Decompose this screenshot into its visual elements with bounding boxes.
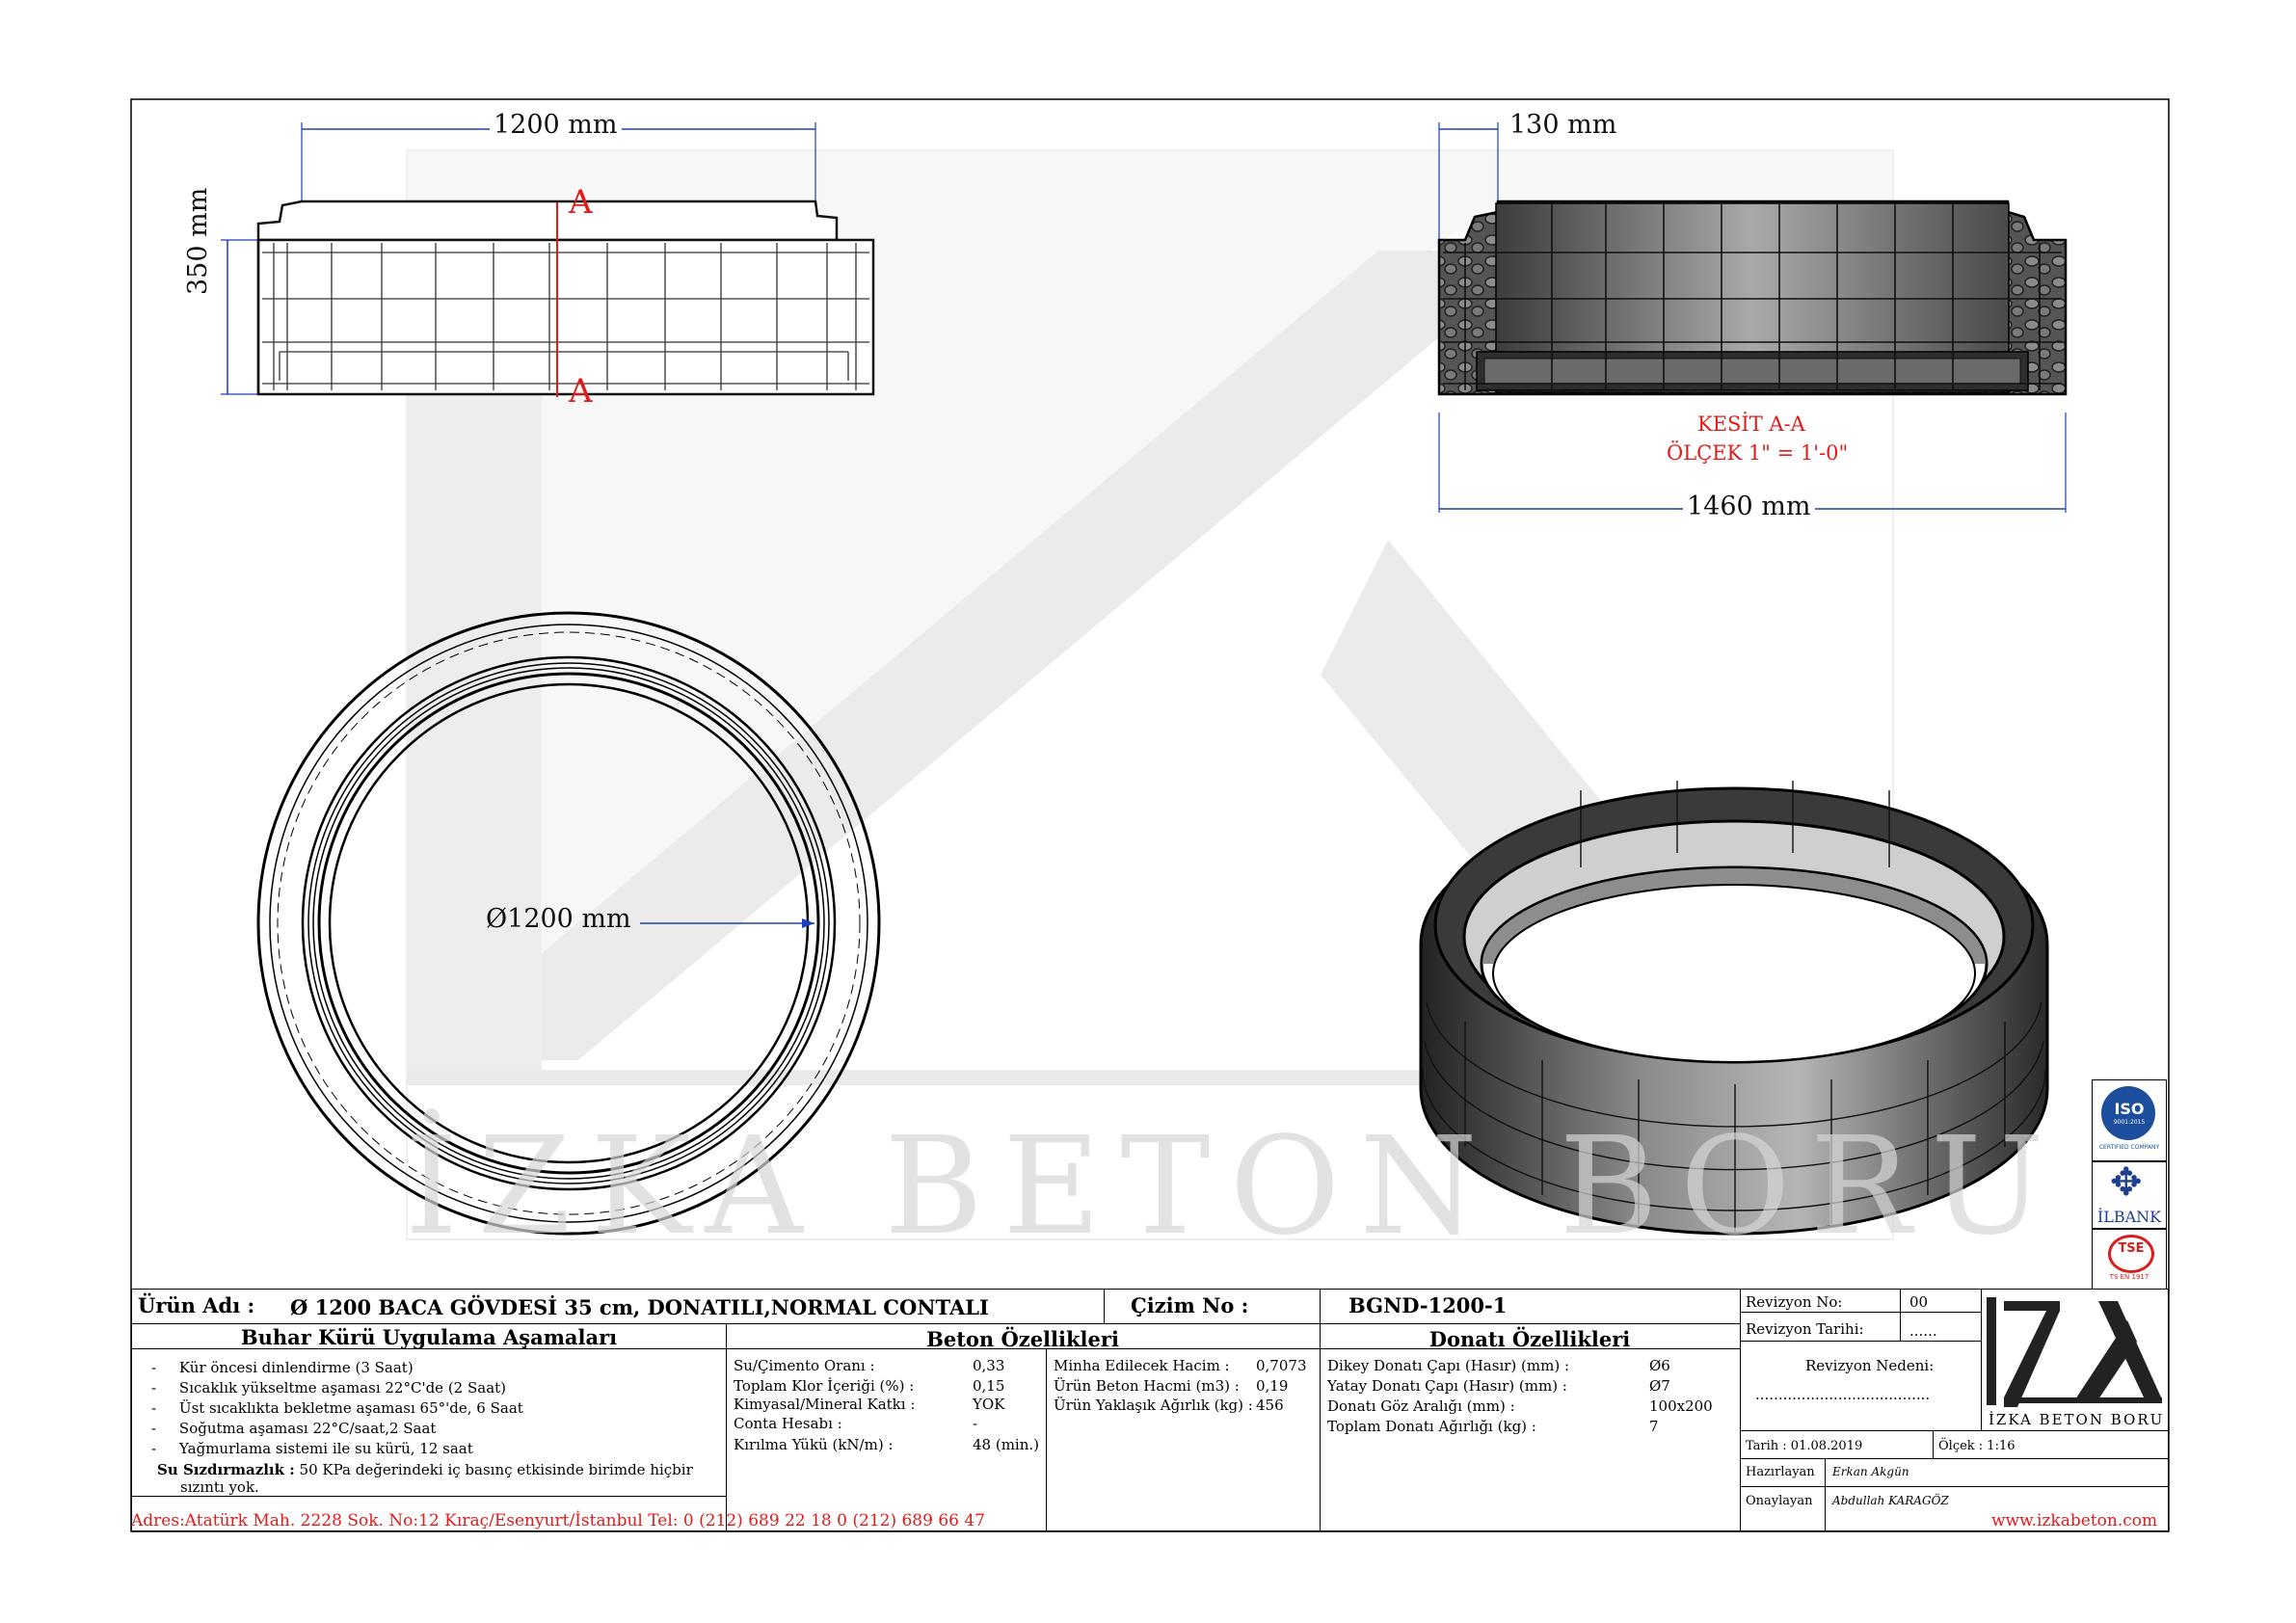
- rev-no: 00: [1909, 1293, 1929, 1311]
- rev-no-label: Revizyon No:: [1746, 1293, 1843, 1311]
- steam-step: Üst sıcaklıkta bekletme aşaması 65°'de, 6 Saat: [178, 1399, 523, 1417]
- divider: [132, 1496, 726, 1497]
- steam-step: Soğutma aşaması 22°C/saat,2 Saat: [178, 1420, 437, 1437]
- concrete-prop-value: 0,15: [973, 1377, 1005, 1395]
- steam-step: Kür öncesi dinlendirme (3 Saat): [178, 1359, 414, 1376]
- section-mark-bottom: A: [569, 372, 593, 411]
- concrete-prop-label: Toplam Klor İçeriği (%) :: [734, 1377, 915, 1395]
- concrete-prop-value: -: [973, 1415, 978, 1432]
- iso-main-text: ISO: [2114, 1100, 2145, 1118]
- divider: [1104, 1290, 1105, 1324]
- volume-prop-value: 456: [1256, 1397, 1284, 1414]
- volume-prop-label: Ürün Beton Hacmi (m3) :: [1054, 1377, 1240, 1395]
- leak-label: Su Sızdırmazlık :: [157, 1461, 295, 1478]
- concrete-prop-value: YOK: [973, 1396, 1005, 1413]
- divider: [1320, 1290, 1321, 1324]
- list-item: - Soğutma aşaması 22°C/saat,2 Saat: [151, 1420, 437, 1437]
- approved-signature: Abdullah KARAGÖZ: [1832, 1494, 1949, 1507]
- concrete-prop-value: 0,33: [973, 1357, 1005, 1374]
- iso-sub-text: 9001:2015: [2113, 1119, 2146, 1126]
- list-item: - Kür öncesi dinlendirme (3 Saat): [151, 1359, 414, 1376]
- drawing-no: BGND-1200-1: [1348, 1293, 1508, 1317]
- divider: [1981, 1290, 1982, 1430]
- list-item: - Sıcaklık yükseltme aşaması 22°C'de (2 Saat): [151, 1379, 507, 1397]
- company-logo: [1983, 1291, 2168, 1428]
- steam-step: Yağmurlama sistemi ile su kürü, 12 saat: [178, 1440, 473, 1457]
- iso-badge: [2092, 1079, 2167, 1162]
- rev-reason-label: Revizyon Nedeni:: [1805, 1357, 1935, 1374]
- volume-prop-value: 0,7073: [1256, 1357, 1307, 1374]
- leak-line: [157, 1461, 693, 1478]
- concrete-title: Beton Özellikleri: [926, 1327, 1119, 1351]
- divider: [1825, 1459, 1826, 1530]
- section-scale: ÖLÇEK 1" = 1'-0": [1667, 441, 1849, 465]
- rev-date-label: Revizyon Tarihi:: [1746, 1320, 1864, 1338]
- product-label: Ürün Adı :: [138, 1293, 255, 1317]
- concrete-prop-label: Su/Çimento Oranı :: [734, 1357, 875, 1374]
- rev-reason: ......................................: [1755, 1386, 1931, 1403]
- rebar-prop-value: Ø6: [1649, 1357, 1670, 1374]
- ilbank-text: İLBANK: [2096, 1208, 2162, 1226]
- concrete-prop-label: Conta Hesabı :: [734, 1415, 842, 1432]
- list-item: - Yağmurlama sistemi ile su kürü, 12 saat: [151, 1440, 473, 1457]
- prepared-label: Hazırlayan: [1746, 1465, 1815, 1479]
- divider: [1740, 1486, 2168, 1487]
- ilbank-badge: [2092, 1160, 2167, 1230]
- steam-cure-title: Buhar Kürü Uygulama Aşamaları: [240, 1325, 618, 1349]
- list-item: - Üst sıcaklıkta bekletme aşaması 65°'de, 6 Saat: [151, 1399, 523, 1417]
- rebar-prop-label: Toplam Donatı Ağırlığı (kg) :: [1327, 1418, 1536, 1435]
- dim-diameter-label: Ø1200 mm: [486, 904, 631, 934]
- scale-label: Ölçek : 1:16: [1938, 1439, 2016, 1453]
- address-text: Adres:Atatürk Mah. 2228 Sok. No:12 Kıraç/Esenyurt/İstanbul Tel: 0 (212) 689 22 18 0 (212) 689 66 47: [131, 1511, 986, 1530]
- approved-label: Onaylayan: [1746, 1494, 1813, 1508]
- iso-ring-text: CERTIFIED COMPANY: [2098, 1144, 2160, 1151]
- drawing-no-label: Çizim No :: [1131, 1293, 1249, 1317]
- rebar-prop-label: Dikey Donatı Çapı (Hasır) (mm) :: [1327, 1357, 1570, 1374]
- date-label: Tarih : 01.08.2019: [1746, 1439, 1863, 1453]
- product-name: Ø 1200 BACA GÖVDESİ 35 cm, DONATILI,NORMAL CONTALI: [290, 1295, 989, 1319]
- izka-logo-icon: [1983, 1291, 2168, 1411]
- website-link[interactable]: www.izkabeton.com: [1991, 1511, 2158, 1530]
- rebar-prop-value: 7: [1649, 1418, 1659, 1435]
- tse-text: TSE: [2118, 1241, 2145, 1256]
- dim-height-label: 350 mm: [183, 184, 213, 299]
- concrete-prop-label: Kimyasal/Mineral Katkı :: [734, 1396, 916, 1413]
- divider: [1900, 1290, 1901, 1342]
- divider: [1046, 1349, 1047, 1530]
- leak-text: 50 KPa değerindeki iç basınç etkisinde birimde hiçbir: [299, 1461, 693, 1478]
- rev-date: ......: [1909, 1322, 1937, 1340]
- volume-prop-label: Ürün Yaklaşık Ağırlık (kg) :: [1054, 1397, 1253, 1414]
- rebar-prop-label: Donatı Göz Aralığı (mm) :: [1327, 1397, 1515, 1415]
- volume-prop-label: Minha Edilecek Hacim :: [1054, 1357, 1230, 1374]
- steam-step: Sıcaklık yükseltme aşaması 22°C'de (2 Saat): [178, 1379, 507, 1397]
- prepared-signature: Erkan Akgün: [1832, 1465, 1909, 1478]
- concrete-prop-label: Kırılma Yükü (kN/m) :: [734, 1436, 894, 1453]
- dim-wall-label: 130 mm: [1506, 110, 1620, 140]
- rebar-prop-label: Yatay Donatı Çapı (Hasır) (mm) :: [1327, 1377, 1567, 1395]
- title-block: [131, 1289, 2169, 1531]
- leak-text-2: sızıntı yok.: [180, 1478, 259, 1496]
- section-title: KESİT A-A: [1697, 412, 1805, 436]
- divider: [1320, 1324, 1321, 1530]
- rebar-prop-value: 100x200: [1649, 1397, 1713, 1415]
- dim-width-label: 1200 mm: [490, 110, 622, 140]
- divider: [1933, 1430, 1934, 1459]
- rebar-prop-value: Ø7: [1649, 1377, 1670, 1395]
- watermark-text: İZKA BETON BORU: [405, 1108, 2064, 1265]
- rebar-title: Donatı Özellikleri: [1428, 1327, 1631, 1351]
- ilbank-logo-icon: ✥: [2110, 1160, 2143, 1205]
- tse-badge: [2092, 1228, 2167, 1290]
- volume-prop-value: 0,19: [1256, 1377, 1289, 1395]
- dim-outer-label: 1460 mm: [1683, 492, 1815, 521]
- section-mark-top: A: [569, 183, 593, 222]
- logo-text: İZKA BETON BORU: [1989, 1411, 2165, 1428]
- tse-sub-text: TS EN 1917: [2109, 1273, 2149, 1281]
- concrete-prop-value: 48 (min.): [973, 1436, 1040, 1453]
- divider: [726, 1324, 727, 1530]
